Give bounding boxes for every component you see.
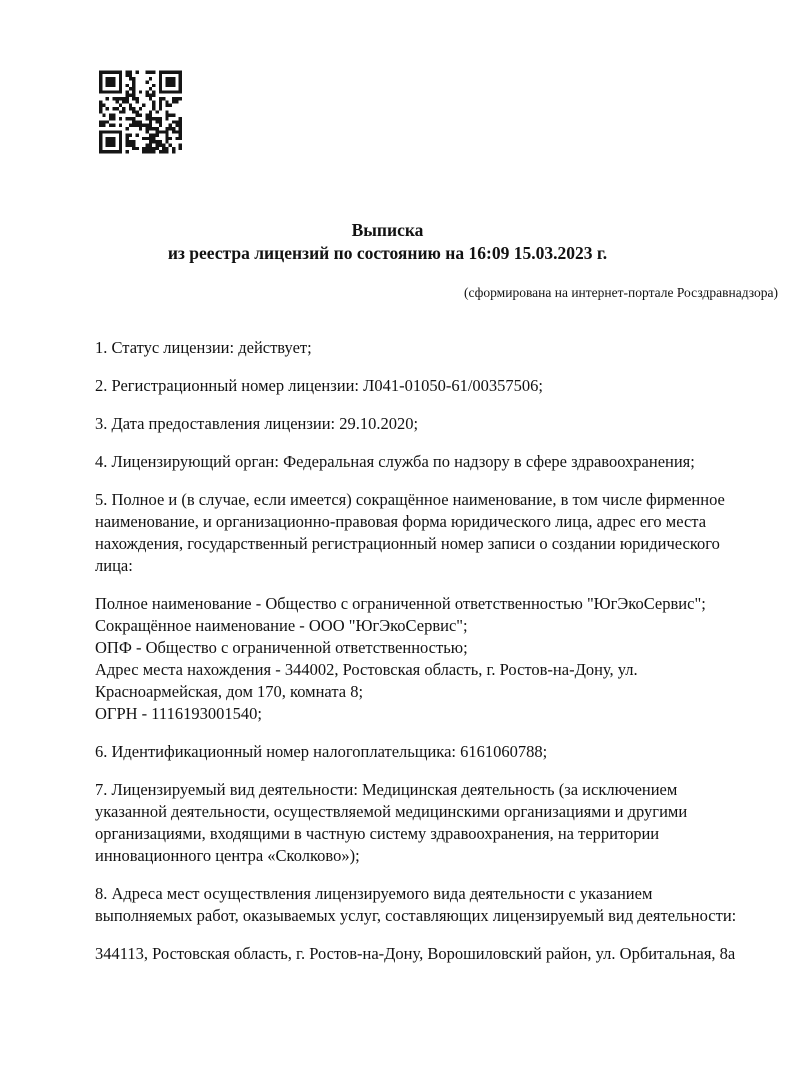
title-line-1: Выписка (351, 220, 424, 240)
registration-number: 2. Регистрационный номер лицензии: Л041-01050-61/00357506; (95, 376, 543, 395)
document-subtitle: (сформирована на интернет-портале Росздравнадзора) (463, 285, 778, 300)
activity-addresses-heading: 8. Адреса мест осуществления лицензируемого вида деятельности с указанием выполняемых работ, оказываемых услуг, составляющих лицензируемый вид деятельности: (95, 884, 737, 925)
qr-code (99, 70, 182, 154)
activity-address: 344113, Ростовская область, г. Ростов-на-Дону, Ворошиловский район, ул. Орбитальная, 8а (95, 944, 736, 963)
document-title (95, 219, 680, 265)
license-status: 1. Статус лицензии: действует; (95, 338, 312, 357)
org-short-name: Сокращённое наименование - ООО "ЮгЭкоСервис"; (95, 616, 468, 635)
qr-code-image (99, 70, 182, 154)
org-full-name: Полное наименование - Общество с ограниченной ответственностью "ЮгЭкоСервис"; (95, 594, 706, 613)
license-issue-date: 3. Дата предоставления лицензии: 29.10.2020; (95, 414, 419, 433)
org-info-heading: 5. Полное и (в случае, если имеется) сокращённое наименование, в том числе фирменное наименование, и организационно-правовая форма юридического лица, адрес его места нахождения, государственный регистрационный номер записи о создании юридического лица: (95, 490, 725, 575)
org-ogrn: ОГРН - 1116193001540; (95, 704, 262, 723)
taxpayer-number: 6. Идентификационный номер налогоплательщика: 6161060788; (95, 742, 548, 761)
title-line-2: из реестра лицензий по состоянию на 16:09 15.03.2023 г. (167, 243, 608, 263)
org-address: Адрес места нахождения - 344002, Ростовская область, г. Ростов-на-Дону, ул. Красноармейская, дом 170, комната 8; (95, 660, 638, 701)
org-details-block (95, 593, 747, 725)
document-content (95, 219, 778, 965)
licensed-activity: 7. Лицензируемый вид деятельности: Медицинская деятельность (за исключением указанной деятельности, осуществляемой медицинскими организациями и другими организациями, входящими в частную систему здравоохранения, на территории инновационного центра «Сколково»); (95, 780, 688, 865)
licensing-authority: 4. Лицензирующий орган: Федеральная служба по надзору в сфере здравоохранения; (95, 452, 695, 471)
org-legal-form: ОПФ - Общество с ограниченной ответственностью; (95, 638, 468, 657)
